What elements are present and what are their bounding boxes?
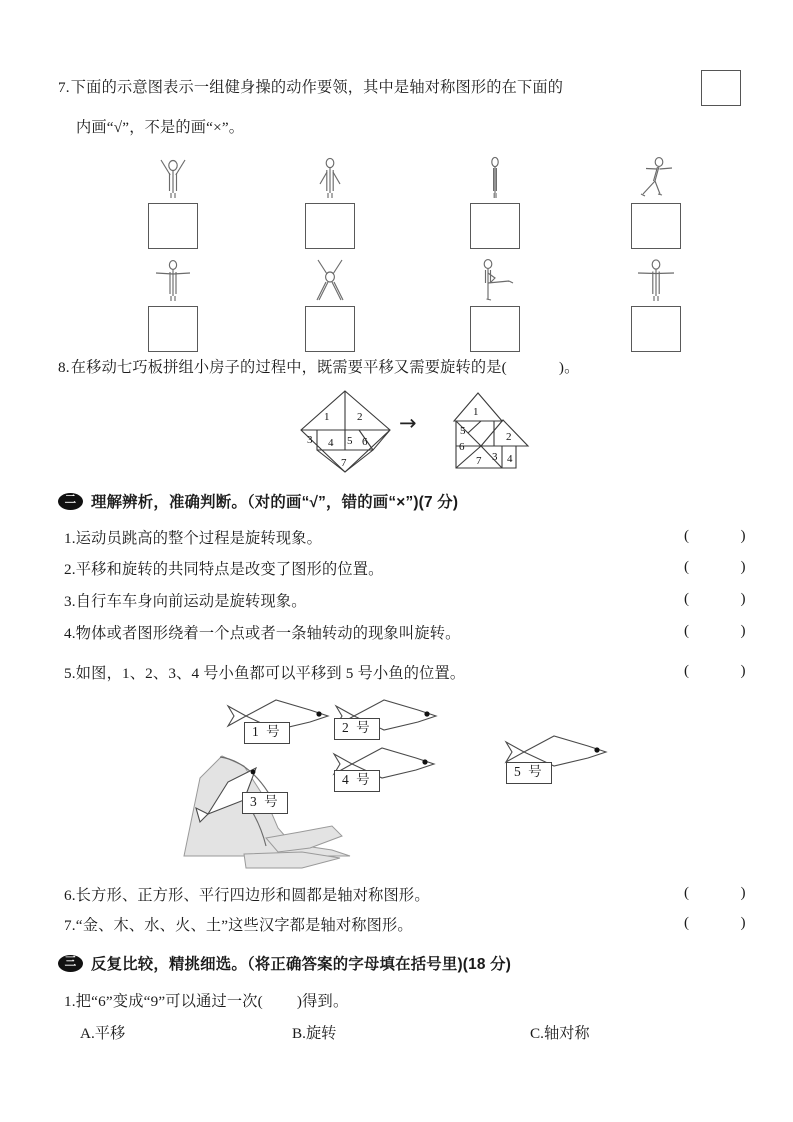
tf-item-3-number: 3. xyxy=(64,593,76,610)
tf-answer-2[interactable]: ( ) xyxy=(684,558,756,575)
tf-item-4-text: 物体或者图形绕着一个点或者一条轴转动的现象叫旋转。 xyxy=(75,625,461,642)
question-7-number: 7. xyxy=(58,79,70,96)
fish-label-3: 3 号 xyxy=(242,792,288,814)
choice-option-c[interactable] xyxy=(530,1022,590,1043)
choice-question-1-text-tail: )得到。 xyxy=(296,993,349,1010)
section-3-badge: 三 xyxy=(58,955,83,972)
stick-figure-star-jump-icon xyxy=(307,256,353,302)
question-7-line-1 xyxy=(58,76,563,100)
tangram-left-piece-7: 7 xyxy=(341,457,347,469)
tangram-right-piece-7: 7 xyxy=(476,455,482,467)
tf-item-2-number: 2. xyxy=(64,561,76,578)
tf-item-6-text: 长方形、正方形、平行四边形和圆都是轴对称图形。 xyxy=(75,887,430,904)
tangram-left-piece-2: 2 xyxy=(357,411,363,423)
question-7-answer-box[interactable] xyxy=(701,70,741,106)
tf-item-1-text: 运动员跳高的整个过程是旋转现象。 xyxy=(75,530,322,547)
pose-cell-5 xyxy=(130,255,216,350)
tangram-left-piece-3: 3 xyxy=(307,434,313,446)
pose-answer-box-1[interactable] xyxy=(148,203,198,249)
tf-item-4-number: 4. xyxy=(64,625,76,642)
tangram-right-piece-3: 3 xyxy=(492,451,498,463)
stick-figure-side-kick-icon xyxy=(469,256,521,302)
question-8-text-tail: )。 xyxy=(558,359,580,376)
pose-cell-2 xyxy=(287,152,373,247)
tf-item-5-number: 5. xyxy=(64,665,76,682)
tangram-left-piece-1: 1 xyxy=(324,411,330,423)
choice-option-a-label: 平移 xyxy=(94,1025,126,1042)
stick-figure-arms-up-v-icon xyxy=(153,153,193,199)
section-3-title: 反复比较，精挑细选。（将正确答案的字母填在括号里)(18 分) xyxy=(91,956,512,973)
tangram-right-piece-1: 1 xyxy=(473,406,479,418)
section-2-badge: 二 xyxy=(58,493,83,510)
pose-cell-6 xyxy=(287,255,373,350)
stick-figure-arms-down-angled-icon xyxy=(310,153,350,199)
question-8-number: 8. xyxy=(58,359,70,376)
pose-cell-3 xyxy=(452,152,538,247)
tf-item-1-number: 1. xyxy=(64,530,76,547)
choice-option-a-key: A. xyxy=(80,1025,95,1042)
question-8-text: 在移动七巧板拼组小房子的过程中，既需要平移又需要旋转的是( xyxy=(70,359,507,376)
fish-label-5: 5 号 xyxy=(506,762,552,784)
choice-option-a[interactable] xyxy=(80,1022,125,1043)
tf-item-5-text: 如图，1、2、3、4 号小鱼都可以平移到 5 号小鱼的位置。 xyxy=(75,665,466,682)
tf-item-7-text: “金、木、水、火、土”这些汉字都是轴对称图形。 xyxy=(75,917,413,934)
tf-item-6-number: 6. xyxy=(64,887,76,904)
pose-cell-4 xyxy=(613,152,699,247)
pose-cell-8 xyxy=(613,255,699,350)
pose-cell-7 xyxy=(452,255,538,350)
tf-item-5 xyxy=(64,662,465,686)
tangram-right-piece-4: 4 xyxy=(507,453,513,465)
tf-item-7 xyxy=(64,914,413,938)
section-2-header xyxy=(58,490,458,512)
question-8-line xyxy=(58,356,580,380)
question-7-text-line-1: 下面的示意图表示一组健身操的动作要领，其中是轴对称图形的在下面的 xyxy=(70,79,564,96)
pose-answer-box-7[interactable] xyxy=(470,306,520,352)
tf-answer-5[interactable]: ( ) xyxy=(684,662,756,679)
tangram-right-piece-6: 6 xyxy=(459,441,465,453)
stick-figure-side-profile-standing-icon xyxy=(475,153,515,199)
pose-answer-box-8[interactable] xyxy=(631,306,681,352)
tf-answer-7[interactable]: ( ) xyxy=(684,914,756,931)
transform-arrow-icon: → xyxy=(399,411,417,435)
section-3-header xyxy=(58,952,511,974)
tf-item-2 xyxy=(64,558,384,582)
tf-item-1 xyxy=(64,527,322,551)
stick-figure-lunge-arms-out-icon xyxy=(633,153,679,199)
stick-figure-t-pose-icon xyxy=(149,256,197,302)
tangram-left-piece-6: 6 xyxy=(362,436,368,448)
tf-item-7-number: 7. xyxy=(64,917,76,934)
choice-option-b[interactable] xyxy=(292,1022,336,1043)
tf-answer-6[interactable]: ( ) xyxy=(684,884,756,901)
choice-option-c-key: C. xyxy=(530,1025,544,1042)
tangram-diagram-right xyxy=(424,388,534,476)
stick-figure-t-pose-2-icon xyxy=(632,256,680,302)
choice-question-1-text: 把“6”变成“9”可以通过一次( xyxy=(75,993,263,1010)
tf-item-3-text: 自行车车身向前运动是旋转现象。 xyxy=(75,593,307,610)
tf-item-6 xyxy=(64,884,430,908)
pose-answer-box-4[interactable] xyxy=(631,203,681,249)
pose-answer-box-3[interactable] xyxy=(470,203,520,249)
tf-answer-3[interactable]: ( ) xyxy=(684,590,756,607)
choice-option-c-label: 轴对称 xyxy=(543,1025,590,1042)
choice-question-1-number: 1. xyxy=(64,993,76,1010)
pose-answer-box-5[interactable] xyxy=(148,306,198,352)
tangram-diagram-left xyxy=(297,388,393,476)
fish-label-4: 4 号 xyxy=(334,770,380,792)
tf-answer-1[interactable]: ( ) xyxy=(684,527,756,544)
fish-label-2: 2 号 xyxy=(334,718,380,740)
pose-answer-box-2[interactable] xyxy=(305,203,355,249)
choice-option-b-label: 旋转 xyxy=(305,1025,337,1042)
question-7-line-2: 内画“√”，不是的画“×”。 xyxy=(76,119,245,136)
fish-translation-diagram xyxy=(182,696,622,876)
tangram-left-piece-4: 4 xyxy=(328,437,334,449)
tangram-right-piece-5: 5 xyxy=(460,425,466,437)
tf-item-3 xyxy=(64,590,307,614)
fish-label-1: 1 号 xyxy=(244,722,290,744)
tangram-left-piece-5: 5 xyxy=(347,435,353,447)
tf-item-2-text: 平移和旋转的共同特点是改变了图形的位置。 xyxy=(75,561,384,578)
pose-cell-1 xyxy=(130,152,216,247)
choice-option-b-key: B. xyxy=(292,1025,306,1042)
tf-item-4 xyxy=(64,622,460,646)
tf-answer-4[interactable]: ( ) xyxy=(684,622,756,639)
tangram-right-piece-2: 2 xyxy=(506,431,512,443)
pose-answer-box-6[interactable] xyxy=(305,306,355,352)
choice-question-1 xyxy=(64,990,348,1014)
section-2-title: 理解辨析，准确判断。（对的画“√”，错的画“×”)(7 分) xyxy=(91,494,459,511)
